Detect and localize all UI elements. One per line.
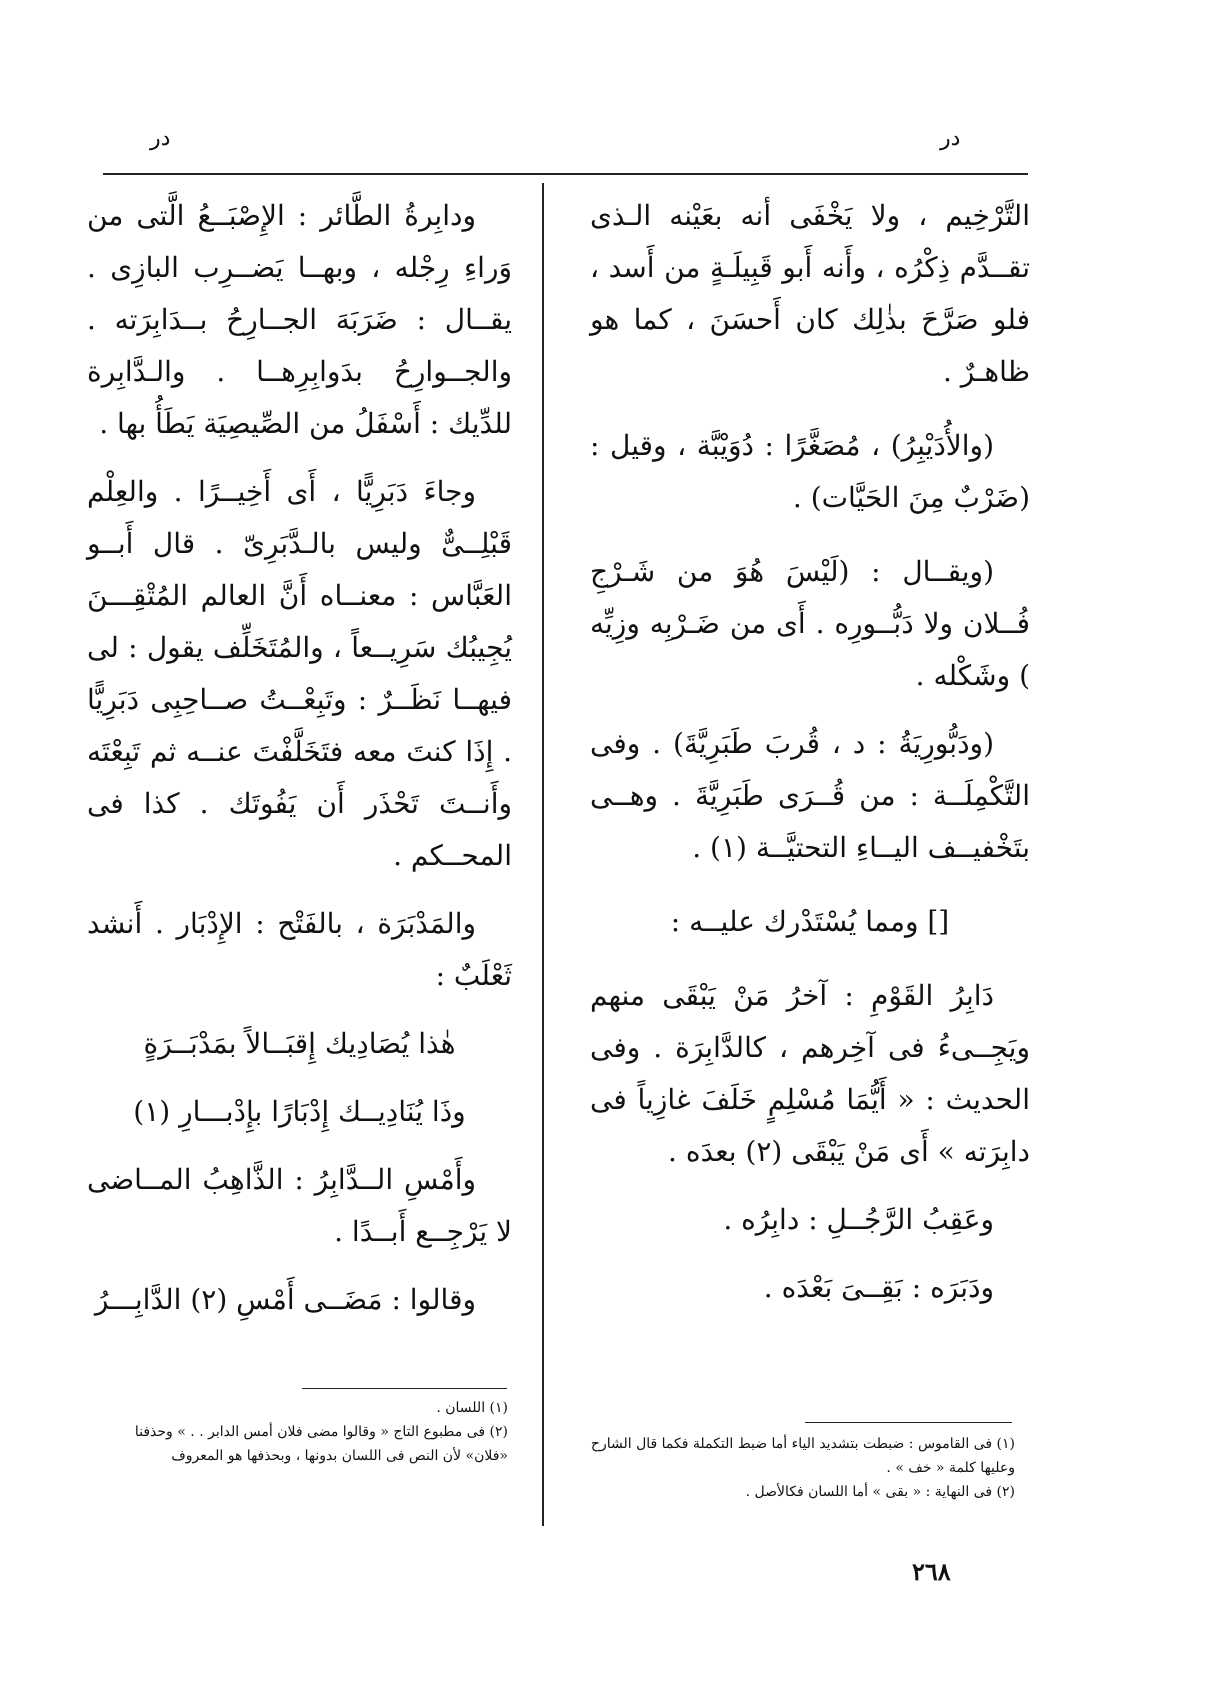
left-paragraph-5: وقالوا : مَضَــى أَمْسِ (٢) الدَّابِـــرُ	[94, 1283, 476, 1316]
right-paragraph-3: (ويقــال : (لَيْسَ هُوَ من شَـرْجِ فُــلان ولا دَبُّــورِه . أَى من ضَـرْبِه وزِيِّه ) وشَكْله .	[590, 555, 1030, 692]
left-paragraph-3: والمَدْبَرَة ، بالفَتْح : الإِدْبَار . أَنشد ثَعْلَبٌ :	[87, 907, 512, 992]
right-paragraph-6: وعَقِبُ الرَّجُــلِ : دابِرُه .	[723, 1203, 994, 1236]
right-footnotes	[585, 1432, 1015, 1504]
right-subheading: [] ومما يُسْتَدْرك عليــه :	[670, 905, 950, 938]
left-footnote-2: (٢) فى مطبوع التاج « وقالوا مضى فلان أمس الدابر . . » وحذفنا «فلان» لأن النص فى اللسان بدونها ، وبحذفها هو المعروف	[134, 1424, 508, 1464]
right-paragraph-7: ودَبَرَه : بَقِــىَ بَعْدَه .	[763, 1271, 994, 1304]
right-footnote-1: (١) فى القاموس : ضبطت بتشديد الياء أما ضبط التكملة فكما قال الشارح وعليها كلمة « خف » .	[590, 1436, 1015, 1476]
left-column	[87, 190, 512, 1326]
left-paragraph-1: ودابِرةُ الطَّائر : الإِصْبَــعُ الَّتى من وَراءِ رِجْله ، وبهــا يَضــرِب البازِى . يقــال : ضَرَبَهَ الجــارِحُ بــدَابِرَته . والجــوارِحُ بدَوابِرِهــا . والـدَّابِرة للدِّيك : أَسْفَلُ من الصِّيصِيَة يَطَأُ بها .	[87, 199, 512, 440]
right-paragraph-2: (والأُدَيْبِرُ) ، مُصَغَّرًا : دُوَيْبَّة ، وقيل : (ضَرْبٌ مِنَ الحَيَّات) .	[590, 429, 1030, 514]
right-footnote-rule	[805, 1422, 1012, 1423]
right-footnote-2: (٢) فى النهاية : « بقى » أما اللسان فكالأصل .	[745, 1484, 1015, 1500]
verse-line-1: هٰذا يُصَادِيك إِقبَــالاً بمَدْبَــرَةٍ	[143, 1027, 456, 1060]
left-paragraph-2: وجاءَ دَبَرِيًّا ، أَى أَخِيــرًا . والعِلْم قَبْلِــىٌّ وليس بالـدَّبَرِىّ . قال أَبــو العَبَّاس : معنــاه أَنَّ العالم المُتْقِـــنَ يُجِيبُك سَرِيــعاً ، والمُتَخَلِّف يقول : لى فيهــا نَظَــرٌ : وتَبِعْــتُ صــاحِبِى دَبَرِيًّا . إِذَا كنتَ معه فتَخَلَّفْتَ عنــه ثم تَبِعْتَه وأَنــتَ تَحْذَر أَن يَفُوتَك . كذا فى المحــكم .	[87, 475, 512, 872]
column-divider	[542, 183, 544, 1526]
running-header-right: در	[940, 126, 961, 151]
left-paragraph-4: وأَمْسِ الــدَّابِرُ : الذَّاهِبُ المــاضى لا يَرْجِــع أَبــدًا .	[87, 1163, 512, 1248]
right-paragraph-1: التَّرْخِيم ، ولا يَخْفَى أنه بعَيْنه الـذى تقــدَّم ذِكْرُه ، وأَنه أَبو قَبِيلَـةٍ من أَسد ، فلو صَرَّحَ بذٰلِك كان أَحسَنَ ، كما هو ظاهـرٌ .	[590, 199, 1030, 388]
header-rule	[103, 173, 1028, 175]
verse-line-2: وذَا يُنَادِيــك إِدْبَارًا بإِدْبـــارِ (١)	[133, 1095, 466, 1128]
page-number: ٢٦٨	[912, 1557, 951, 1586]
left-footnote-rule	[302, 1388, 507, 1389]
left-footnote-1: (١) اللسان .	[436, 1400, 508, 1416]
left-footnotes	[88, 1396, 508, 1468]
running-header-left: در	[150, 126, 171, 151]
right-column	[590, 190, 1030, 1314]
right-paragraph-5: دَابِرُ القَوْمِ : آخرُ مَنْ يَبْقَى منهم ويَجِــىءُ فى آخِرهم ، كالدَّابِرَة . وفى الحديث : « أَيُّمَا مُسْلِمٍ خَلَفَ غازِياً فى دابِرَته » أَى مَنْ يَبْقَى (٢) بعدَه .	[590, 979, 1030, 1168]
right-paragraph-4: (ودَبُّورِيَةُ : د ، قُربَ طَبَرِيَّةَ) . وفى التَّكْمِلَــة : من قُــرَى طَبَرِيَّةَ . وهــى بتَخْفيــف اليــاءِ التحتيَّــة (١) .	[590, 727, 1030, 864]
